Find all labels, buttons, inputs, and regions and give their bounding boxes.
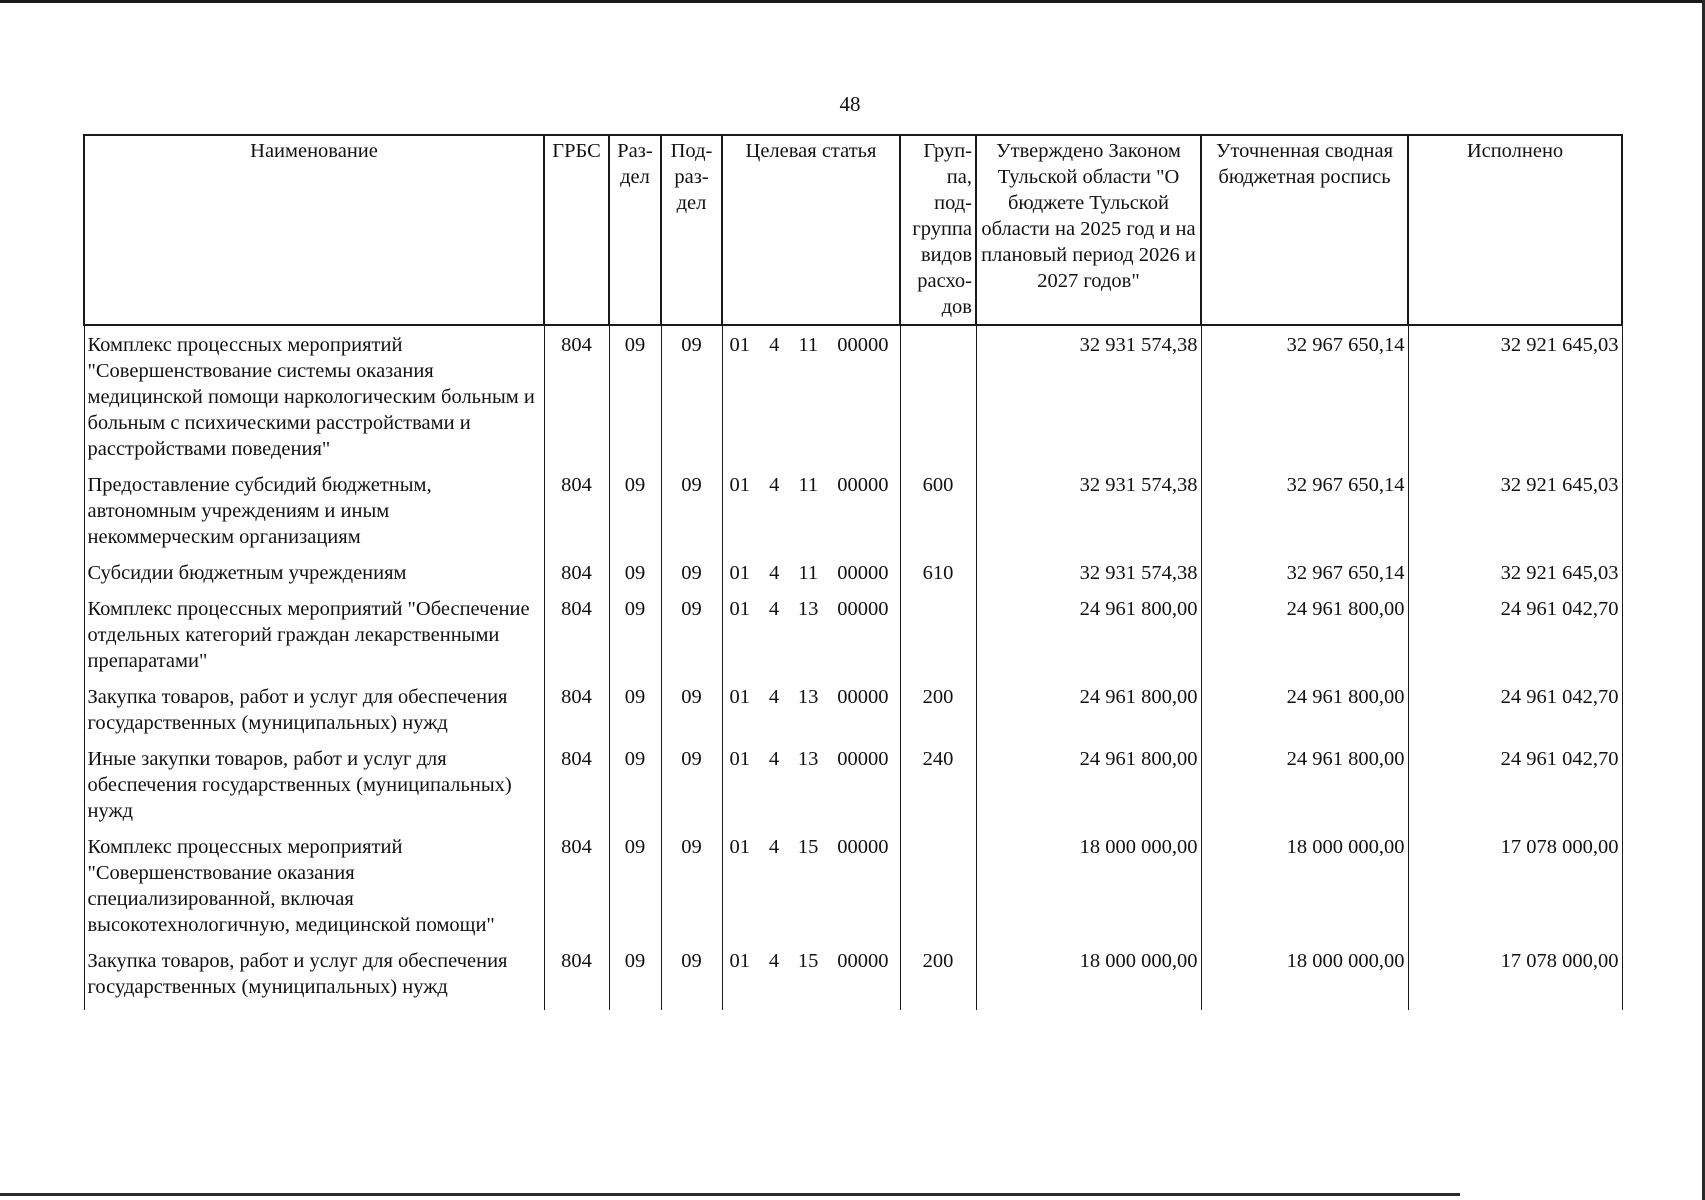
target-article-part: 4 [768,836,780,858]
row-revised-schedule: 32 967 650,14 [1201,325,1408,472]
row-grbs: 804 [544,472,609,560]
row-razdel: 09 [609,596,661,684]
row-podrazdel: 09 [661,948,722,1010]
row-expense-group: 200 [900,684,976,746]
row-target-article [722,948,900,1010]
row-executed: 24 961 042,70 [1408,596,1622,684]
row-expense-group: 600 [900,472,976,560]
row-razdel: 09 [609,684,661,746]
row-razdel: 09 [609,834,661,948]
row-expense-group: 240 [900,746,976,834]
target-article-part: 15 [797,836,819,858]
row-approved: 32 931 574,38 [976,472,1201,560]
row-approved: 24 961 800,00 [976,746,1201,834]
target-article-part: 01 [729,950,750,972]
header-razdel: Раз- дел [609,135,661,325]
table-row [84,948,1622,1010]
row-revised-schedule: 32 967 650,14 [1201,472,1408,560]
row-approved: 18 000 000,00 [976,948,1201,1010]
row-podrazdel: 09 [661,746,722,834]
row-target-article [722,596,900,684]
target-article-part: 00000 [837,474,889,496]
target-article-part: 11 [798,334,819,356]
table-row [84,746,1622,834]
row-razdel: 09 [609,746,661,834]
target-article-part: 00000 [837,334,889,356]
row-podrazdel: 09 [661,684,722,746]
row-approved: 24 961 800,00 [976,596,1201,684]
row-grbs: 804 [544,596,609,684]
table-row [84,325,1622,472]
row-executed: 32 921 645,03 [1408,560,1622,596]
row-grbs: 804 [544,834,609,948]
row-podrazdel: 09 [661,472,722,560]
target-article-part: 4 [768,686,780,708]
page-number: 48 [839,92,861,116]
target-article-part: 01 [729,598,750,620]
row-name: Комплекс процессных мероприятий "Совершенствование оказания специализированной, включая высокотехнологичную, медицинской помощи" [84,834,544,948]
row-name: Закупка товаров, работ и услуг для обеспечения государственных (муниципальных) нужд [84,684,544,746]
row-revised-schedule: 24 961 800,00 [1201,684,1408,746]
row-name: Закупка товаров, работ и услуг для обеспечения государственных (муниципальных) нужд [84,948,544,1010]
target-article-part: 15 [797,950,819,972]
table-row [84,596,1622,684]
target-article-part: 4 [769,334,780,356]
row-name: Комплекс процессных мероприятий "Обеспечение отдельных категорий граждан лекарственными препаратами" [84,596,544,684]
target-article-part: 00000 [837,748,889,770]
header-grbs: ГРБС [544,135,609,325]
header-revised-schedule: Уточненная сводная бюджетная роспись [1201,135,1408,325]
target-article-part: 00000 [837,836,889,858]
header-expense-group: Груп- па, под- группа видов расхо- дов [900,135,976,325]
bottom-edge-rule [0,1193,1460,1196]
row-expense-group: 610 [900,560,976,596]
row-name: Комплекс процессных мероприятий "Совершенствование системы оказания медицинской помощи наркологическим больным и больным с психическими расстройствами и расстройствами поведения" [84,325,544,472]
row-target-article [722,472,900,560]
table-row [84,472,1622,560]
target-article-part: 00000 [837,598,889,620]
row-executed: 32 921 645,03 [1408,325,1622,472]
row-expense-group [900,325,976,472]
target-article-part: 4 [768,950,780,972]
target-article-part: 4 [769,562,780,584]
row-target-article [722,560,900,596]
target-article-part: 01 [729,836,750,858]
table-body [84,325,1622,1010]
budget-table [83,134,1623,1010]
row-revised-schedule: 24 961 800,00 [1201,746,1408,834]
target-article-part: 01 [729,686,750,708]
row-grbs: 804 [544,684,609,746]
row-approved: 32 931 574,38 [976,560,1201,596]
row-approved: 24 961 800,00 [976,684,1201,746]
row-target-article [722,834,900,948]
table-header [84,135,1622,325]
row-executed: 17 078 000,00 [1408,948,1622,1010]
target-article-part: 01 [729,748,750,770]
row-revised-schedule: 18 000 000,00 [1201,834,1408,948]
row-name: Предоставление субсидий бюджетным, автономным учреждениям и иным некоммерческим организациям [84,472,544,560]
row-revised-schedule: 32 967 650,14 [1201,560,1408,596]
row-approved: 18 000 000,00 [976,834,1201,948]
row-podrazdel: 09 [661,560,722,596]
row-podrazdel: 09 [661,325,722,472]
row-target-article [722,746,900,834]
row-name: Иные закупки товаров, работ и услуг для обеспечения государственных (муниципальных) нужд [84,746,544,834]
row-razdel: 09 [609,560,661,596]
row-name: Субсидии бюджетным учреждениям [84,560,544,596]
target-article-part: 01 [729,334,750,356]
target-article-part: 4 [768,598,780,620]
row-grbs: 804 [544,325,609,472]
target-article-part: 11 [798,474,819,496]
target-article-part: 13 [797,748,819,770]
header-approved: Утверждено Законом Тульской области "О бюджете Тульской области на 2025 год и на плановый период 2026 и 2027 годов" [976,135,1201,325]
row-expense-group [900,596,976,684]
row-executed: 24 961 042,70 [1408,684,1622,746]
target-article-part: 13 [797,686,819,708]
table-row [84,684,1622,746]
table-row [84,560,1622,596]
row-razdel: 09 [609,948,661,1010]
target-article-part: 01 [729,474,750,496]
table-row [84,834,1622,948]
header-target-article: Целевая статья [722,135,900,325]
row-razdel: 09 [609,325,661,472]
row-executed: 32 921 645,03 [1408,472,1622,560]
row-grbs: 804 [544,746,609,834]
top-edge-rule [0,0,1705,3]
row-podrazdel: 09 [661,596,722,684]
target-article-part: 00000 [837,950,889,972]
row-target-article [722,684,900,746]
row-executed: 24 961 042,70 [1408,746,1622,834]
row-revised-schedule: 24 961 800,00 [1201,596,1408,684]
row-revised-schedule: 18 000 000,00 [1201,948,1408,1010]
header-podrazdel: Под- раз- дел [661,135,722,325]
row-razdel: 09 [609,472,661,560]
header-executed: Исполнено [1408,135,1622,325]
row-expense-group [900,834,976,948]
row-target-article [722,325,900,472]
row-grbs: 804 [544,560,609,596]
row-approved: 32 931 574,38 [976,325,1201,472]
row-podrazdel: 09 [661,834,722,948]
target-article-part: 4 [769,474,780,496]
row-grbs: 804 [544,948,609,1010]
target-article-part: 11 [798,562,819,584]
target-article-part: 4 [768,748,780,770]
target-article-part: 13 [797,598,819,620]
header-name: Наименование [84,135,544,325]
target-article-part: 01 [729,562,750,584]
target-article-part: 00000 [837,562,889,584]
row-expense-group: 200 [900,948,976,1010]
target-article-part: 00000 [837,686,889,708]
row-executed: 17 078 000,00 [1408,834,1622,948]
